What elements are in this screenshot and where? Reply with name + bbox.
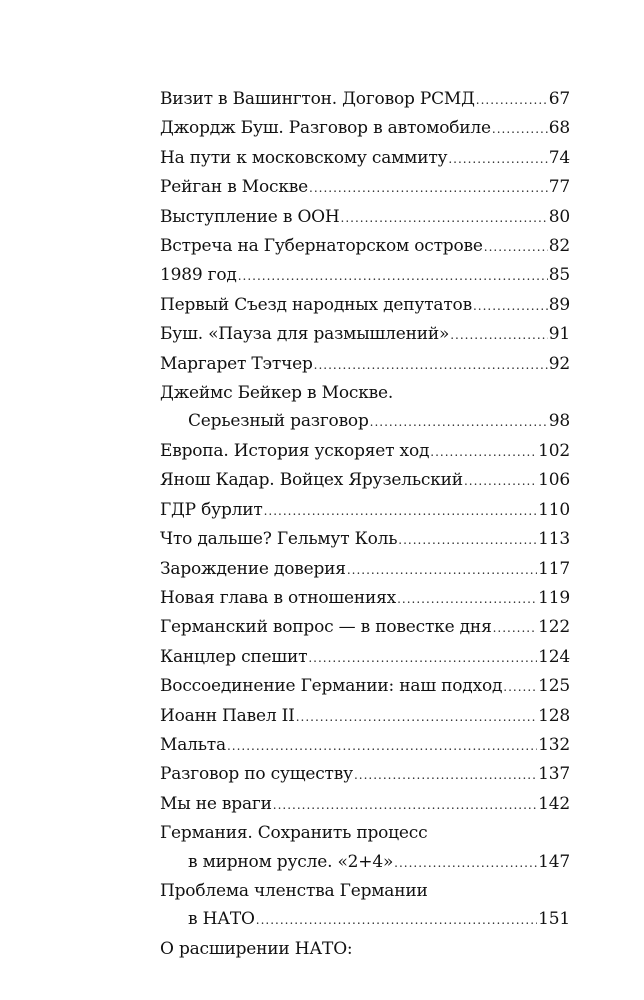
toc-entry-title: Буш. «Пауза для размышлений» (160, 324, 450, 345)
dot-leader (314, 351, 548, 379)
dot-leader (370, 408, 548, 436)
toc-entry (160, 496, 570, 525)
toc-entry-page: 125 (538, 676, 570, 697)
toc-entry (160, 672, 570, 701)
dot-leader (473, 292, 548, 320)
toc-entry-title: Германский вопрос — в повестке дня (160, 617, 492, 638)
toc-entry-title: Европа. История ускоряет ход (160, 440, 430, 461)
toc-entry-title: Встреча на Губернаторском острове (160, 236, 483, 257)
toc-entry-title: Серьезный разговор (188, 411, 369, 432)
toc-entry (160, 731, 570, 760)
toc-entry-title: Зарождение доверия (160, 558, 346, 579)
toc-entry (160, 85, 570, 114)
dot-leader (464, 467, 537, 495)
dot-leader (354, 761, 537, 789)
dot-leader (476, 86, 548, 114)
toc-entry-title-first-line: Германия. Сохранить процесс (160, 823, 428, 844)
dot-leader (238, 262, 548, 290)
dot-leader (273, 791, 537, 819)
toc-entry-title-first-line: Джеймс Бейкер в Москве. (160, 383, 394, 404)
toc-entry-page: 74 (548, 147, 570, 168)
toc-entry-title: Иоанн Павел II (160, 705, 295, 726)
toc-entry-page: 124 (538, 646, 570, 667)
toc-entry-title: Визит в Вашингтон. Договор РСМД (160, 89, 475, 109)
dot-leader (308, 644, 537, 672)
toc-entry-page: 147 (538, 851, 570, 872)
toc-entry (160, 525, 570, 554)
toc-entry (160, 320, 570, 349)
toc-entry-title: Воссоединение Германии: наш подход (160, 676, 503, 697)
dot-leader (448, 145, 547, 173)
toc-entry (160, 437, 570, 466)
toc-entry-page: 106 (538, 470, 570, 491)
toc-entry-page: 119 (538, 587, 570, 608)
toc-entry-title: в мирном русле. «2+4» (188, 851, 394, 872)
toc-entry-title: Разговор по существу (160, 764, 353, 785)
toc-entry-page: 80 (548, 206, 570, 227)
toc-entry (160, 379, 570, 437)
toc-entry-page: 113 (538, 529, 570, 550)
toc-entry (160, 555, 570, 584)
toc-entry-title: Мальта (160, 734, 226, 755)
dot-leader (309, 174, 548, 202)
toc-entry (160, 291, 570, 320)
toc-entry (160, 173, 570, 202)
toc-entry-page: 89 (548, 294, 570, 315)
toc-entry-title: Янош Кадар. Войцех Ярузельский (160, 470, 463, 491)
toc-entry (160, 466, 570, 495)
toc-entry-title: ГДР бурлит (160, 499, 263, 520)
toc-entry-page: 151 (538, 909, 570, 930)
toc-entry-page: 91 (548, 324, 570, 345)
toc-entry-title: Джордж Буш. Разговор в автомобиле (160, 118, 491, 139)
dot-leader (347, 556, 537, 584)
dot-leader (503, 673, 537, 701)
toc-entry (160, 232, 570, 261)
toc-entry-page: 68 (548, 118, 570, 139)
toc-entry-page: 77 (548, 177, 570, 198)
toc-entry-page: 110 (538, 499, 570, 520)
dot-leader (493, 614, 538, 642)
toc-entry-title: в НАТО (188, 909, 255, 930)
toc-entry-title: Рейган в Москве (160, 177, 308, 198)
toc-entry-page: 98 (548, 411, 570, 432)
toc-entry (160, 760, 570, 789)
toc-entry-title: Что дальше? Гельмут Коль (160, 529, 398, 550)
toc-entry-title: Маргарет Тэтчер (160, 353, 313, 374)
toc-entry-page: 137 (538, 764, 570, 785)
toc-entry-page: 122 (538, 617, 570, 638)
dot-leader (492, 115, 548, 143)
toc-entry-page: 82 (548, 236, 570, 257)
toc-entry (160, 114, 570, 143)
toc-entry (160, 702, 570, 731)
toc-entry-title: 1989 год (160, 265, 237, 286)
toc-entry-title: Выступление в ООН (160, 206, 340, 227)
toc-entry (160, 877, 570, 935)
toc-entry (160, 350, 570, 379)
toc-entry (160, 261, 570, 290)
toc-entry-page: 92 (548, 353, 570, 374)
toc-entry (160, 613, 570, 642)
dot-leader (398, 526, 537, 554)
toc-entry (160, 584, 570, 613)
dot-leader (450, 321, 548, 349)
toc-entry-page: 117 (538, 558, 570, 579)
toc-entry-title: На пути к московскому саммиту (160, 147, 448, 168)
toc-entry (160, 144, 570, 173)
dot-leader (341, 204, 548, 232)
dot-leader (256, 906, 537, 934)
dot-leader (430, 438, 537, 466)
toc-entry-title-first-line: Проблема членства Германии (160, 880, 428, 901)
toc-entry-page: 102 (538, 440, 570, 461)
dot-leader (394, 849, 537, 877)
toc-entry-page: 142 (538, 793, 570, 814)
toc-entry-page: 128 (538, 705, 570, 726)
toc-entry-title: Канцлер спешит (160, 646, 308, 667)
dot-leader (397, 585, 537, 613)
dot-leader (484, 233, 548, 261)
toc-entry-title: О расширении НАТО: (160, 938, 353, 959)
dot-leader (227, 732, 537, 760)
toc-entry-page: 132 (538, 734, 570, 755)
toc-entry (160, 790, 570, 819)
dot-leader (296, 703, 537, 731)
toc-entry-title: Новая глава в отношениях (160, 587, 397, 608)
toc-entry (160, 203, 570, 232)
toc-entry (160, 935, 570, 963)
table-of-contents (160, 85, 570, 963)
toc-entry-page: 85 (548, 265, 570, 286)
toc-entry-title: Мы не враги (160, 793, 272, 814)
toc-entry (160, 819, 570, 877)
toc-entry-title: Первый Съезд народных депутатов (160, 294, 472, 315)
toc-entry (160, 643, 570, 672)
toc-entry-page: 67 (548, 89, 570, 109)
dot-leader (264, 497, 538, 525)
